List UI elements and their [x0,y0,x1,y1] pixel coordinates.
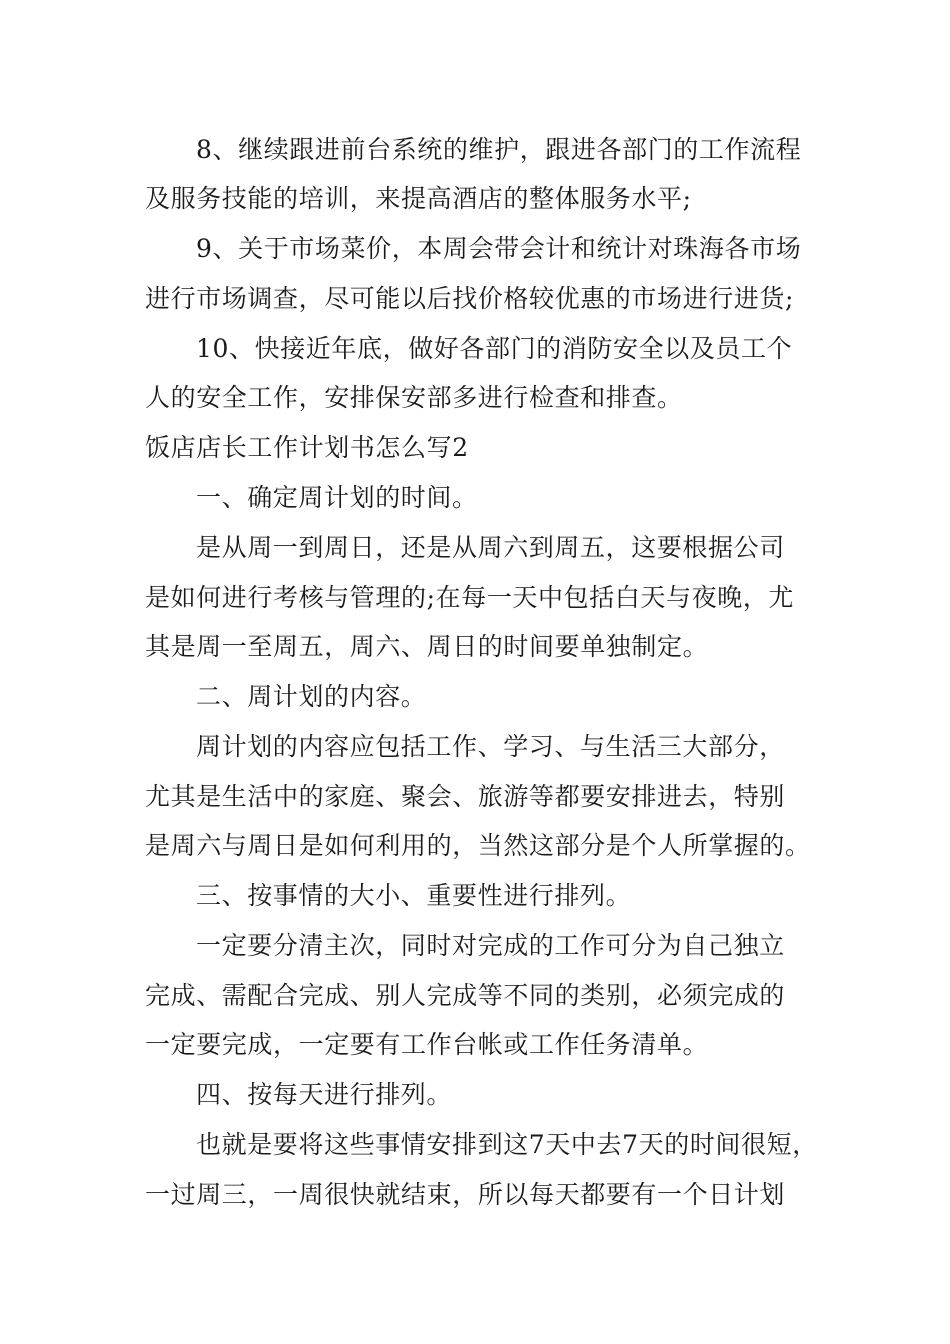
paragraph-line: 人的安全工作，安排保安部多进行检查和排查。 [145,383,683,412]
paragraph-line: 进行市场调查，尽可能以后找价格较优惠的市场进行进货; [145,284,795,313]
paragraph-line: 一定要完成，一定要有工作台帐或工作任务清单。 [145,1030,709,1059]
paragraph-line: 是从周一到周日，还是从周六到周五，这要根据公司 [196,533,785,562]
paragraph-line: 一定要分清主次，同时对完成的工作可分为自己独立 [196,931,785,960]
paragraph-line: 10、快接近年底，做好各部门的消防安全以及员工个 [196,334,793,363]
paragraph-line: 是周六与周日是如何利用的，当然这部分是个人所掌握的。 [145,831,811,860]
paragraph-line: 9、关于市场菜价，本周会带会计和统计对珠海各市场 [196,234,802,263]
section-heading: 饭店店长工作计划书怎么写2 [145,433,469,462]
paragraph-line: 一过周三，一周很快就结束，所以每天都要有一个日计划 [145,1180,786,1209]
paragraph-line: 完成、需配合完成、别人完成等不同的类别，必须完成的 [145,981,786,1010]
paragraph-line: 是如何进行考核与管理的;在每一天中包括白天与夜晚，尤 [145,583,795,612]
paragraph-line: 也就是要将这些事情安排到这7天中去7天的时间很短， [196,1130,818,1159]
subheading-line: 三、按事情的大小、重要性进行排列。 [196,881,632,910]
subheading-line: 四、按每天进行排列。 [196,1080,453,1109]
paragraph-line: 周计划的内容应包括工作、学习、与生活三大部分， [196,732,785,761]
paragraph-line: 其是周一至周五，周六、周日的时间要单独制定。 [145,632,709,661]
paragraph-line: 8、继续跟进前台系统的维护，跟进各部门的工作流程 [196,135,802,164]
subheading-line: 一、确定周计划的时间。 [196,483,478,512]
subheading-line: 二、周计划的内容。 [196,682,427,711]
paragraph-line: 及服务技能的培训，来提高酒店的整体服务水平; [145,184,692,213]
paragraph-line: 尤其是生活中的家庭、聚会、旅游等都要安排进去，特别 [145,782,786,811]
